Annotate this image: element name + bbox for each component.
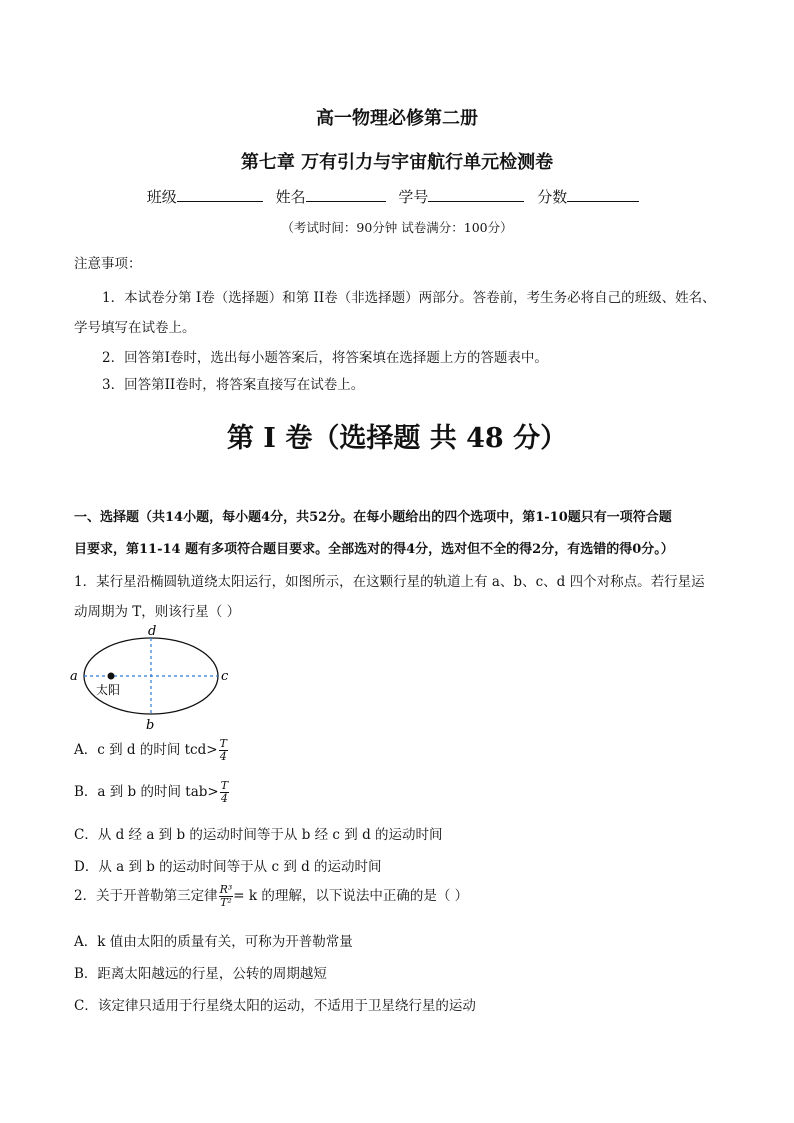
q1-stem-line-1: 1．某行星沿椭圆轨道绕太阳运行，如图所示，在这颗行星的轨道上有 a、b、c、d 四个对称点。若行星运 (74, 574, 705, 590)
q2-stem-prefix: 2．关于开普勒第三定律 (74, 888, 218, 904)
name-blank[interactable] (306, 187, 386, 202)
section-1-line-2: 目要求，第11-14 题有多项符合题目要求。全部选对的得4分，选对但不全的得2分，有选错的得0分。） (74, 542, 674, 557)
orbit-diagram (66, 622, 236, 734)
point-label-a: a (70, 669, 78, 684)
note-item-3: 3．回答第II卷时，将答案直接写在试卷上。 (102, 377, 365, 393)
q2-option-c[interactable]: C．该定律只适用于行星绕太阳的运动，不适用于卫星绕行星的运动 (74, 998, 476, 1014)
q1-option-a[interactable] (74, 738, 228, 763)
q1-option-d[interactable]: D．从 a 到 b 的运动时间等于从 c 到 d 的运动时间 (74, 859, 382, 875)
id-blank[interactable] (428, 187, 524, 202)
q1-option-b[interactable] (74, 780, 229, 805)
sun-label: 太阳 (96, 683, 121, 697)
q2-stem-suffix: = k 的理解，以下说法中正确的是（ ） (233, 888, 469, 904)
q2-option-b[interactable]: B．距离太阳越远的行星，公转的周期越短 (74, 966, 327, 982)
page-title: 高一物理必修第二册 (316, 108, 478, 129)
score-blank[interactable] (567, 187, 639, 202)
fraction-numerator: T (220, 779, 229, 792)
sun-dot (108, 673, 115, 680)
note-item-1-line-1: 1．本试卷分第 I卷（选择题）和第 II卷（非选择题）两部分。答卷前，考生务必将自己的班级、姓名、 (102, 290, 716, 306)
fraction-numerator: R³ (219, 883, 233, 896)
point-label-d: d (148, 624, 157, 639)
fraction-denominator: T² (220, 896, 232, 909)
fraction-r3-over-t2 (219, 884, 234, 909)
q2-option-a[interactable]: A．k 值由太阳的质量有关，可称为开普勒常量 (74, 934, 353, 950)
fraction-denominator: 4 (219, 750, 227, 763)
chapter-title: 第七章 万有引力与宇宙航行单元检测卷 (240, 152, 554, 173)
section-1-line-1: 一、选择题（共14小题，每小题4分，共52分。在每小题给出的四个选项中，第1-10题只有一项符合题 (74, 510, 672, 525)
point-label-b: b (146, 718, 155, 733)
note-item-1-line-2: 学号填写在试卷上。 (74, 320, 196, 336)
point-label-c: c (221, 669, 229, 684)
q1-option-a-text: c 到 d 的时间 tcd> (97, 742, 218, 758)
exam-time-note: （考试时间：90分钟 试卷满分：100分） (281, 220, 513, 235)
fraction-numerator: T (219, 737, 227, 750)
class-blank[interactable] (177, 187, 263, 202)
q1-option-b-prefix: B． (74, 784, 98, 800)
id-label: 学号 (398, 188, 429, 206)
score-label: 分数 (537, 188, 568, 206)
fraction-t-over-4 (219, 738, 228, 763)
q1-option-c[interactable]: C．从 d 经 a 到 b 的运动时间等于从 b 经 c 到 d 的运动时间 (74, 827, 443, 843)
notes-heading: 注意事项： (74, 256, 142, 272)
name-label: 姓名 (275, 188, 306, 206)
q1-stem-line-2: 动周期为 T，则该行星（ ） (74, 604, 241, 620)
student-info-line (0, 186, 794, 207)
q1-option-a-prefix: A． (74, 742, 98, 758)
class-label: 班级 (146, 188, 177, 206)
q2-stem (74, 884, 468, 909)
fraction-denominator: 4 (220, 792, 228, 805)
note-item-2: 2．回答第I卷时，选出每小题答案后，将答案填在选择题上方的答题表中。 (102, 350, 548, 366)
part-1-title: 第 I 卷（选择题 共 48 分） (226, 423, 568, 454)
q1-option-b-text: a 到 b 的时间 tab> (97, 784, 219, 800)
fraction-t-over-4 (220, 780, 229, 805)
